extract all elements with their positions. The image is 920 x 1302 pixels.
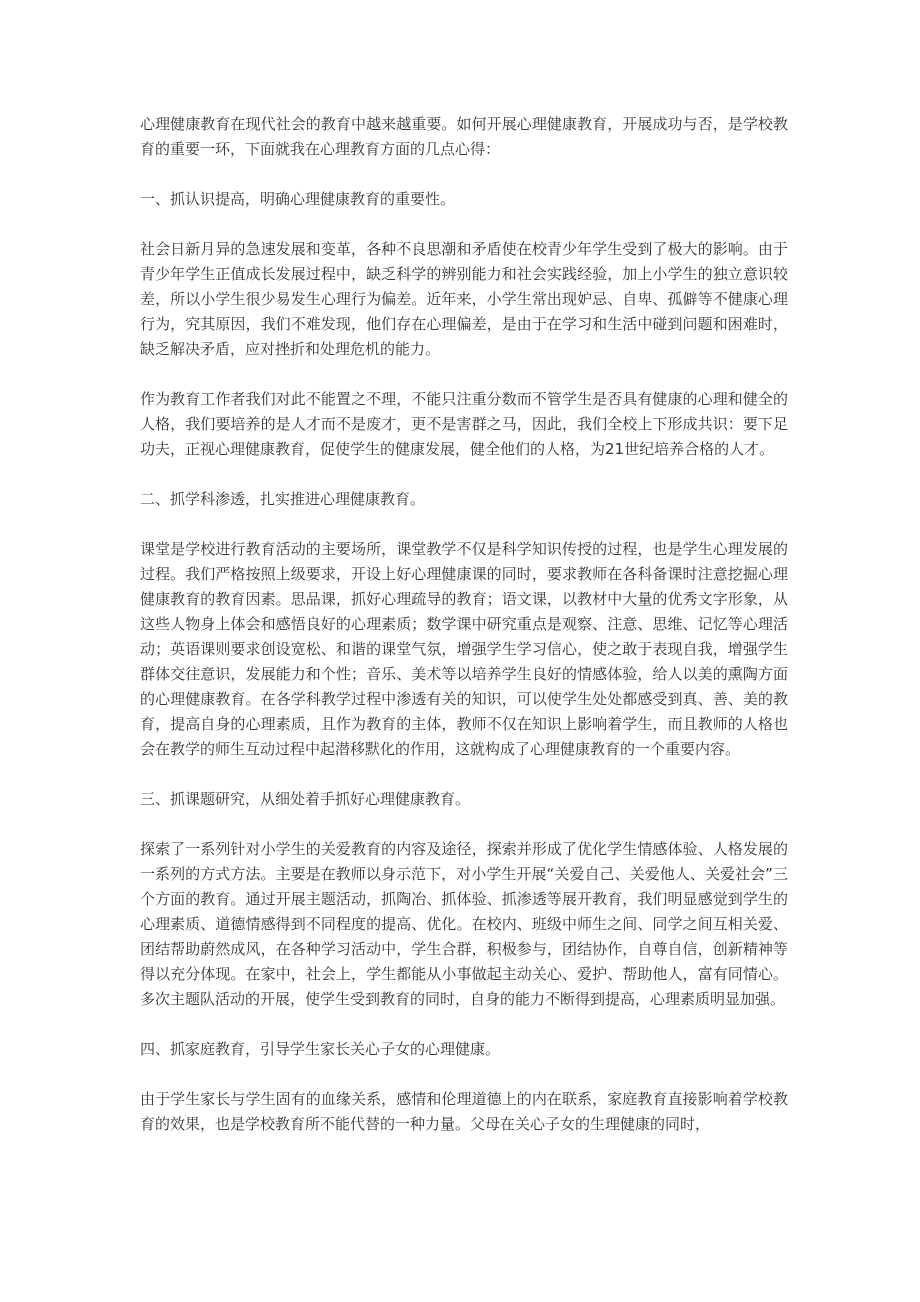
section-3-heading: 三、抓课题研究，从细处着手抓好心理健康教育。 xyxy=(140,790,471,808)
article-body xyxy=(140,112,788,1162)
section-4-heading: 四、抓家庭教育，引导学生家长关心子女的心理健康。 xyxy=(140,1040,501,1058)
section-4-paragraph-1: 由于学生家长与学生固有的血缘关系，感情和伦理道德上的内在联系，家庭教育直接影响着学校教育的效果，也是学校教育所不能代替的一种力量。父母在关心子女的生理健康的同时， xyxy=(140,1090,788,1133)
section-3-paragraph-1: 探索了一系列针对小学生的关爱教育的内容及途径，探索并形成了优化学生情感体验、人格发展的一系列的方式方法。主要是在教师以身示范下，对小学生开展“关爱自己、关爱他人、关爱社会”三个方面的教育。通过开展主题活动，抓陶冶、抓体验、抓渗透等展开教育，我们明显感觉到学生的心理素质、道德情感得到不同程度的提高、优化。在校内、班级中师生之间、同学之间互相关爱、团结帮助蔚然成风，在各种学习活动中，学生合群，积极参与，团结协作，自尊自信，创新精神等得以充分体现。在家中，社会上，学生都能从小事做起主动关心、爱护、帮助他人，富有同情心。多次主题队活动的开展，使学生受到教育的同时，自身的能力不断得到提高，心理素质明显加强。 xyxy=(140,840,788,1008)
intro-paragraph: 心理健康教育在现代社会的教育中越来越重要。如何开展心理健康教育，开展成功与否，是学校教育的重要一环，下面就我在心理教育方面的几点心得： xyxy=(140,115,788,158)
section-2-paragraph-1: 课堂是学校进行教育活动的主要场所，课堂教学不仅是科学知识传授的过程，也是学生心理发展的过程。我们严格按照上级要求，开设上好心理健康课的同时，要求教师在各科备课时注意挖掘心理健康教育的教育因素。思品课，抓好心理疏导的教育；语文课，以教材中大量的优秀文字形象，从这些人物身上体会和感悟良好的心理素质；数学课中研究重点是观察、注意、思维、记忆等心理活动；英语课则要求创设宽松、和谐的课堂气氛，增强学生学习信心，使之敢于表现自我，增强学生群体交往意识，发展能力和个性；音乐、美术等以培养学生良好的情感体验，给人以美的熏陶方面的心理健康教育。在各学科教学过程中渗透有关的知识，可以使学生处处都感受到真、善、美的教育，提高自身的心理素质，且作为教育的主体，教师不仅在知识上影响着学生，而且教师的人格也会在教学的师生互动过程中起潜移默化的作用，这就构成了心理健康教育的一个重要内容。 xyxy=(140,540,788,758)
section-1-paragraph-2: 作为教育工作者我们对此不能置之不理，不能只注重分数而不管学生是否具有健康的心理和健全的人格，我们要培养的是人才而不是废才，更不是害群之马，因此，我们全校上下形成共识：要下足功夫，正视心理健康教育，促使学生的健康发展，健全他们的人格，为21世纪培养合格的人才。 xyxy=(140,390,788,458)
section-1-heading: 一、抓认识提高，明确心理健康教育的重要性。 xyxy=(140,190,456,208)
section-2-heading: 二、抓学科渗透，扎实推进心理健康教育。 xyxy=(140,490,426,508)
section-1-paragraph-1: 社会日新月异的急速发展和变革，各种不良思潮和矛盾使在校青少年学生受到了极大的影响。由于青少年学生正值成长发展过程中，缺乏科学的辨别能力和社会实践经验，加上小学生的独立意识较差，所以小学生很少易发生心理行为偏差。近年来，小学生常出现妒忌、自卑、孤僻等不健康心理行为，究其原因，我们不难发现，他们存在心理偏差，是由于在学习和生活中碰到问题和困难时，缺乏解决矛盾，应对挫折和处理危机的能力。 xyxy=(140,240,788,358)
